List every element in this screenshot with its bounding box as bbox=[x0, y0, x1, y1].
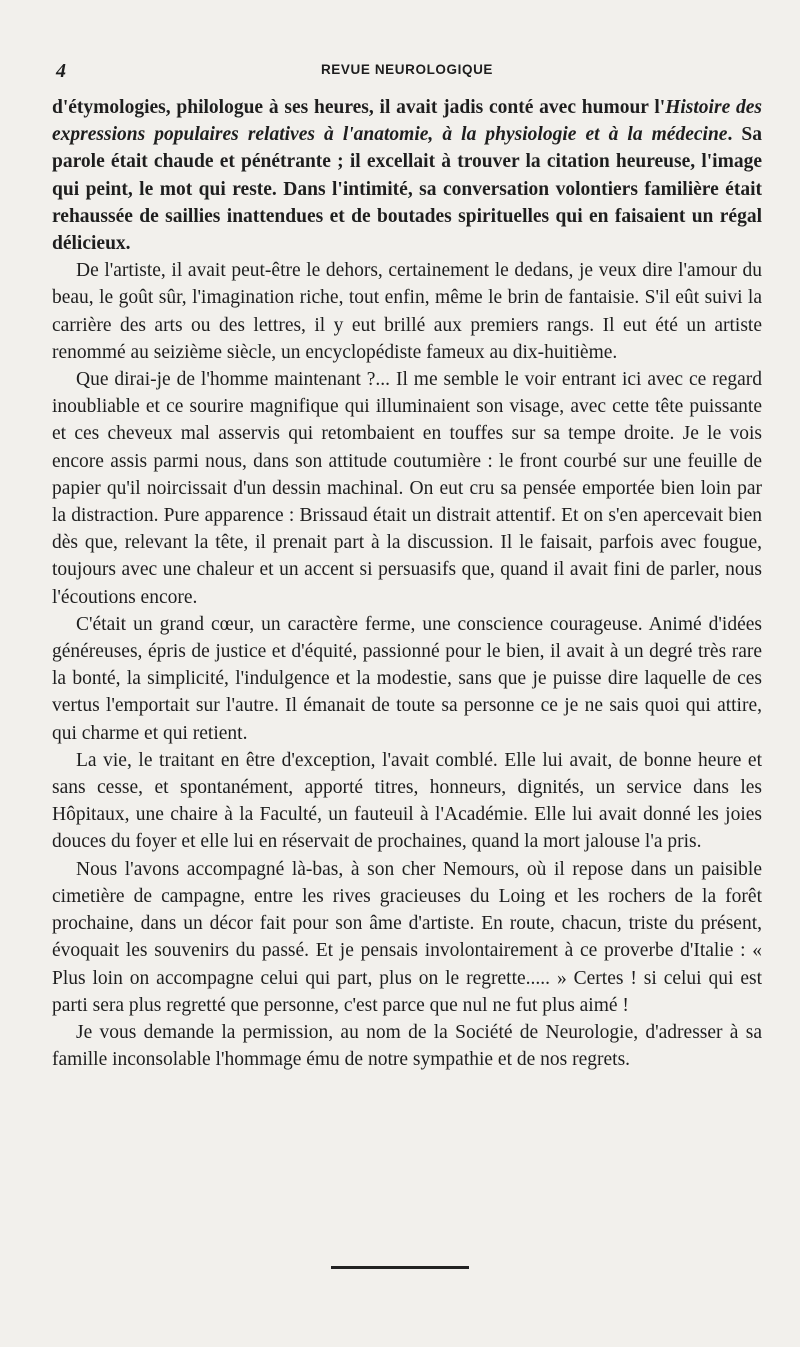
paragraph-7: Je vous demande la permission, au nom de la Société de Neurologie, d'adresser à sa famille inconsolable l'hommage ému de notre sympathie et de nos regrets. bbox=[52, 1021, 762, 1071]
paragraph-1-tail: . Sa parole était chaude et pénétrante ; il excellait à trouver la citation heureuse, l'image qui peint, le mot qui reste. Dans l'intimité, sa conversation volontiers familière était rehaussée de saillies inattendues et de boutades spirituelles qui en faisaient un régal délicieux. bbox=[52, 124, 762, 255]
body-text bbox=[52, 94, 762, 1073]
book-title: Histoire des expressions populaires relatives à l'anatomie, à la physiologie et à la médecine bbox=[52, 97, 762, 146]
page-number: 4 bbox=[56, 60, 66, 82]
paragraph-6: Nous l'avons accompagné là-bas, à son cher Nemours, où il repose dans un paisible cimetière de campagne, entre les rives gracieuses du Loing et les rochers de la forêt prochaine, dans un décor fait pour son âme d'artiste. En route, chacun, triste du présent, évoquait les souvenirs du passé. Et je pensais involontairement à ce proverbe d'Italie : « Plus loin on accompagne celui qui part, plus on le regrette..... » Certes ! si celui qui est parti sera plus regretté que personne, c'est parce que nul ne fut plus aimé ! bbox=[52, 858, 762, 1016]
paragraph-1 bbox=[52, 94, 762, 257]
paragraph-3: Que dirai-je de l'homme maintenant ?... Il me semble le voir entrant ici avec ce regard inoubliable et ce sourire magnifique qui illuminaient son visage, avec cette tête puissante et ces cheveux mal asservis qui retombaient en touffes sur sa tempe droite. Je le vois encore assis parmi nous, dans son attitude coutumière : le front courbé sur une feuille de papier qu'il noircissait d'un dessin machinal. On eut cru sa pensée emportée bien loin par la distraction. Pure apparence : Brissaud était un distrait attentif. Et on s'en apercevait bien dès que, relevant la tête, il prenait part à la discussion. Il le faisait, parfois avec fougue, toujours avec une chaleur et un accent si persuasifs que, quand il avait fini de parler, nous l'écoutions encore. bbox=[52, 369, 762, 608]
paragraph-1-lead: d'étymologies, philologue à ses heures, il avait jadis conté avec humour l' bbox=[52, 97, 666, 118]
paragraph-4: C'était un grand cœur, un caractère ferme, une conscience courageuse. Animé d'idées généreuses, épris de justice et d'équité, passionné pour le bien, il avait à un degré très rare la bonté, la simplicité, l'indulgence et la modestie, sans que je puisse dire laquelle de ces vertus l'emportait sur l'autre. Il émanait de toute sa personne ce je ne sais quoi qui attire, qui charme et qui retient. bbox=[52, 613, 762, 744]
running-title: REVUE NEUROLOGIQUE bbox=[320, 62, 494, 77]
paragraph-2: De l'artiste, il avait peut-être le dehors, certainement le dedans, je veux dire l'amour du beau, le goût sûr, l'imagination riche, tout enfin, même le brin de fantaisie. S'il eût suivi la carrière des arts ou des lettres, il y eut brillé aux premiers rangs. Il eut été un artiste renommé au seizième siècle, un encyclopédiste fameux au dix-huitième. bbox=[52, 260, 762, 363]
page-header bbox=[52, 60, 762, 84]
paragraph-5: La vie, le traitant en être d'exception, l'avait comblé. Elle lui avait, de bonne heure et sans cesse, et spontanément, apporté titres, honneurs, dignités, un service dans les Hôpitaux, une chaire à la Faculté, un fauteuil à l'Académie. Elle lui avait donné les joies douces du foyer et elle lui en réservait de prochaines, quand la mort jalouse l'a pris. bbox=[52, 749, 762, 853]
end-rule bbox=[331, 1266, 469, 1269]
